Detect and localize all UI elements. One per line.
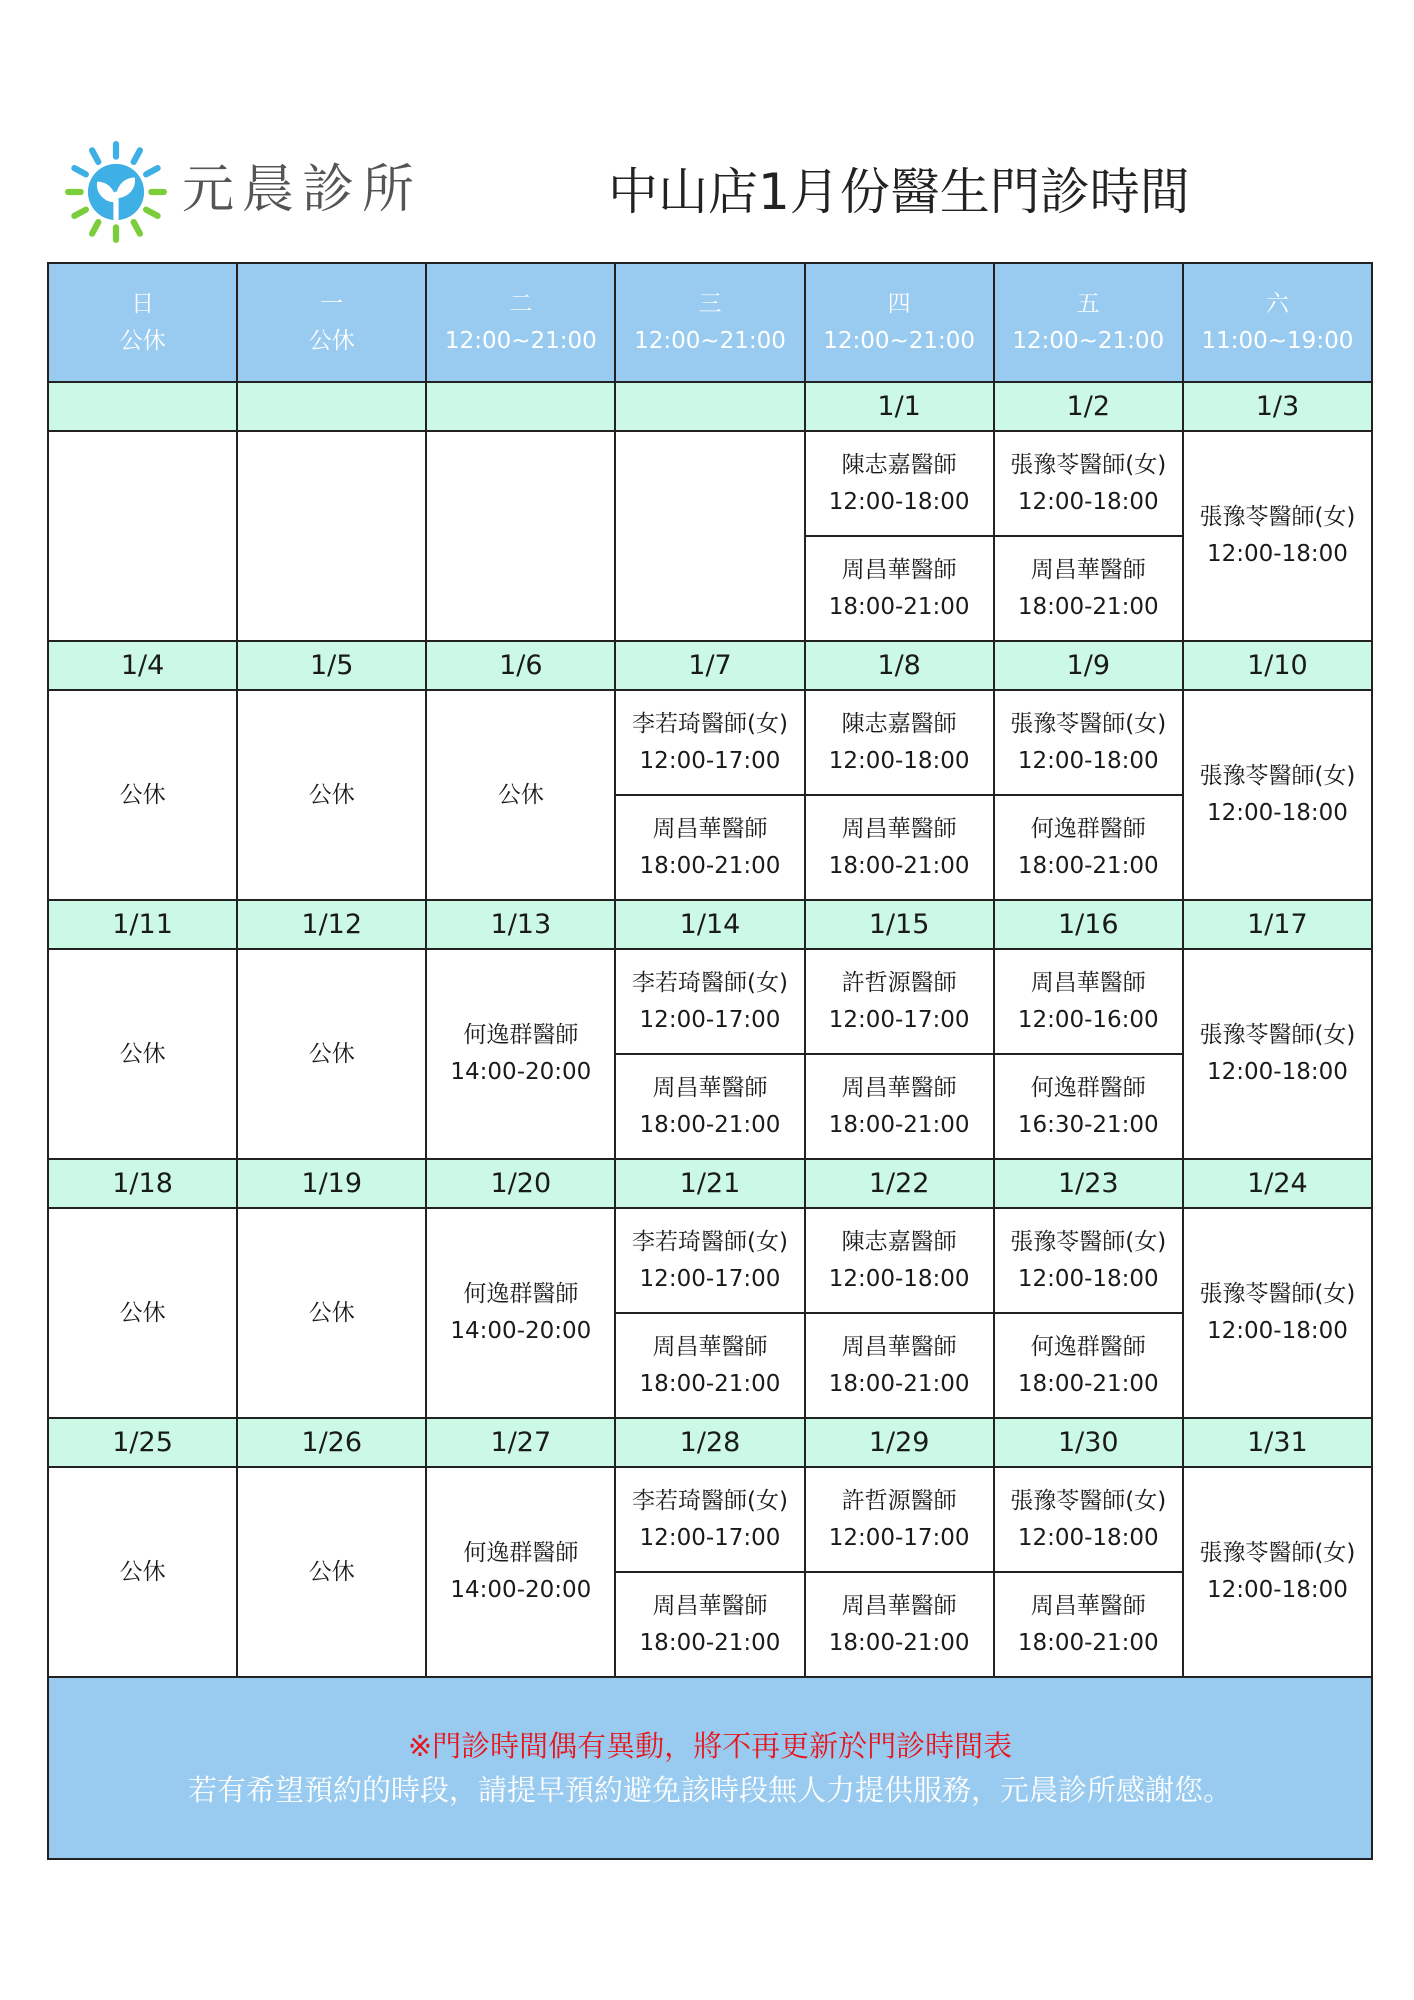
weekday-header-row: [48, 263, 1372, 382]
schedule-cell: [1183, 690, 1372, 900]
shift-time: 12:00-18:00: [1017, 747, 1159, 774]
doctor-name: 何逸群醫師: [1030, 1333, 1146, 1360]
doctor-name: 張豫苓醫師(女): [1010, 1487, 1167, 1514]
schedule-change-notice: ※門診時間偶有異動，將不再更新於門診時間表: [407, 1729, 1013, 1763]
schedule-cell: [615, 1208, 804, 1418]
doctor-name: 李若琦醫師(女): [632, 710, 788, 737]
date-cell: 1/6: [426, 641, 615, 690]
shift-stack: [806, 1209, 993, 1417]
shift-block: [806, 1055, 993, 1158]
date-cell: 1/23: [994, 1159, 1183, 1208]
date-cell: 1/25: [48, 1418, 237, 1467]
doctor-name: 周昌華醫師: [841, 815, 957, 842]
shift-time: 18:00-21:00: [828, 852, 970, 879]
schedule-cell: [615, 690, 804, 900]
schedule-cell: [48, 949, 237, 1159]
schedule-cell: [615, 1467, 804, 1677]
schedule-cell: [48, 690, 237, 900]
shift-time: 12:00-17:00: [639, 1006, 781, 1033]
shift-time: 12:00-18:00: [1206, 1577, 1348, 1603]
schedule-cell: [1183, 1208, 1372, 1418]
schedule-cell: [237, 431, 426, 641]
doctor-name: 陳志嘉醫師: [841, 710, 957, 737]
shift-time: 12:00-16:00: [1017, 1006, 1159, 1033]
shift-time: 18:00-21:00: [639, 1370, 781, 1397]
schedule-cell: [805, 690, 994, 900]
doctor-name: 周昌華醫師: [841, 1592, 957, 1619]
date-cell: 1/31: [1183, 1418, 1372, 1467]
doctor-name: 周昌華醫師: [652, 815, 768, 842]
date-cell: 1/12: [237, 900, 426, 949]
doctor-name: 李若琦醫師(女): [632, 1487, 788, 1514]
shift-time: 12:00-18:00: [1206, 1318, 1348, 1344]
page-title: 中山店1月份醫生門診時間: [608, 163, 1190, 221]
date-cell: 1/22: [805, 1159, 994, 1208]
schedule-cell: [805, 1208, 994, 1418]
shift-time: 12:00-17:00: [828, 1006, 970, 1033]
shift-block: [806, 796, 993, 899]
date-cell: 1/7: [615, 641, 804, 690]
shift-block: [995, 1209, 1182, 1314]
date-cell: 1/13: [426, 900, 615, 949]
shift-time: 18:00-21:00: [639, 852, 781, 879]
schedule-cell: [426, 1208, 615, 1418]
shift-stack: [806, 432, 993, 640]
doctor-name: 李若琦醫師(女): [632, 969, 788, 996]
doctor-name: 何逸群醫師: [463, 1540, 579, 1566]
closed-label: 公休: [119, 1040, 166, 1067]
weekday-header-sat: 六 11:00~19:00: [1183, 263, 1372, 382]
date-cell: 1/21: [615, 1159, 804, 1208]
shift-time: 12:00-18:00: [1206, 800, 1348, 826]
shift-block: [995, 796, 1182, 899]
doctor-name: 陳志嘉醫師: [841, 451, 957, 478]
doctor-name: 張豫苓醫師(女): [1199, 763, 1356, 789]
shift-block: [806, 1314, 993, 1417]
shift-stack: [995, 432, 1182, 640]
shift-block: [616, 1209, 803, 1314]
shift-time: 12:00-17:00: [828, 1524, 970, 1551]
closed-label: 公休: [119, 1299, 166, 1326]
doctor-name: 周昌華醫師: [841, 556, 957, 583]
weekday-header-wed: 三 12:00~21:00: [615, 263, 804, 382]
doctor-name: 張豫苓醫師(女): [1010, 451, 1167, 478]
date-cell: 1/9: [994, 641, 1183, 690]
schedule-row: [48, 949, 1372, 1159]
doctor-name: 周昌華醫師: [652, 1074, 768, 1101]
schedule-cell: [426, 949, 615, 1159]
date-cell: 1/14: [615, 900, 804, 949]
shift-block: [616, 950, 803, 1055]
shift-block: [806, 950, 993, 1055]
shift-block: [616, 1055, 803, 1158]
date-cell: 1/18: [48, 1159, 237, 1208]
shift-stack: [995, 1209, 1182, 1417]
schedule-cell: [237, 690, 426, 900]
shift-block: [806, 1573, 993, 1676]
footer-row: [48, 1677, 1372, 1859]
date-row: [48, 641, 1372, 690]
date-cell: 1/11: [48, 900, 237, 949]
shift-time: 18:00-21:00: [1017, 1370, 1159, 1397]
schedule-cell: [615, 949, 804, 1159]
shift-time: 18:00-21:00: [828, 1370, 970, 1397]
shift-stack: [995, 950, 1182, 1158]
shift-block: [995, 950, 1182, 1055]
schedule-cell: [1183, 431, 1372, 641]
doctor-name: 張豫苓醫師(女): [1199, 504, 1356, 530]
schedule-row: [48, 1208, 1372, 1418]
doctor-name: 周昌華醫師: [841, 1074, 957, 1101]
shift-time: 12:00-18:00: [1206, 1059, 1348, 1085]
doctor-name: 張豫苓醫師(女): [1199, 1540, 1356, 1566]
schedule-cell: [48, 1467, 237, 1677]
date-cell: 1/3: [1183, 382, 1372, 431]
footer-notice-box: [48, 1677, 1372, 1859]
date-cell: [615, 382, 804, 431]
shift-time: 16:30-21:00: [1017, 1111, 1159, 1138]
date-cell: 1/5: [237, 641, 426, 690]
schedule-cell: [237, 949, 426, 1159]
date-cell: 1/27: [426, 1418, 615, 1467]
schedule-cell: [994, 1208, 1183, 1418]
doctor-name: 張豫苓醫師(女): [1199, 1281, 1356, 1307]
date-cell: [237, 382, 426, 431]
shift-time: 18:00-21:00: [828, 1111, 970, 1138]
date-cell: [48, 382, 237, 431]
closed-label: 公休: [497, 781, 544, 808]
date-cell: 1/2: [994, 382, 1183, 431]
schedule-cell: [994, 431, 1183, 641]
shift-stack: [806, 950, 993, 1158]
doctor-name: 李若琦醫師(女): [632, 1228, 788, 1255]
shift-time: 18:00-21:00: [639, 1629, 781, 1656]
shift-time: 12:00-18:00: [1017, 1265, 1159, 1292]
date-row: [48, 1418, 1372, 1467]
closed-label: 公休: [308, 1040, 355, 1067]
shift-block: [806, 1209, 993, 1314]
shift-time: 14:00-20:00: [450, 1318, 592, 1344]
schedule-cell: [48, 1208, 237, 1418]
shift-block: [995, 1573, 1182, 1676]
closed-label: 公休: [308, 1299, 355, 1326]
shift-block: [995, 691, 1182, 796]
schedule-cell: [1183, 1467, 1372, 1677]
schedule-cell: [426, 1467, 615, 1677]
date-row: [48, 1159, 1372, 1208]
doctor-name: 何逸群醫師: [1030, 1074, 1146, 1101]
date-cell: 1/24: [1183, 1159, 1372, 1208]
date-cell: 1/17: [1183, 900, 1372, 949]
schedule-cell: [805, 431, 994, 641]
schedule-cell: [426, 431, 615, 641]
shift-time: 12:00-18:00: [828, 747, 970, 774]
doctor-name: 張豫苓醫師(女): [1010, 1228, 1167, 1255]
shift-block: [806, 432, 993, 537]
weekday-header-sun: 日 公休: [48, 263, 237, 382]
shift-block: [616, 1314, 803, 1417]
shift-time: 18:00-21:00: [828, 1629, 970, 1656]
doctor-name: 張豫苓醫師(女): [1010, 710, 1167, 737]
sun-sprout-logo-icon: [64, 140, 168, 244]
doctor-name: 何逸群醫師: [1030, 815, 1146, 842]
shift-block: [616, 796, 803, 899]
shift-stack: [995, 1468, 1182, 1676]
date-cell: 1/4: [48, 641, 237, 690]
doctor-name: 周昌華醫師: [1030, 969, 1146, 996]
date-cell: [426, 382, 615, 431]
shift-block: [995, 432, 1182, 537]
schedule-row: [48, 690, 1372, 900]
doctor-name: 許哲源醫師: [841, 969, 957, 996]
shift-block: [995, 537, 1182, 640]
shift-time: 12:00-18:00: [1017, 1524, 1159, 1551]
weekday-header-thu: 四 12:00~21:00: [805, 263, 994, 382]
shift-time: 12:00-17:00: [639, 747, 781, 774]
shift-block: [995, 1055, 1182, 1158]
date-row: [48, 900, 1372, 949]
date-cell: 1/16: [994, 900, 1183, 949]
schedule-cell: [994, 949, 1183, 1159]
schedule-row: [48, 431, 1372, 641]
date-cell: 1/8: [805, 641, 994, 690]
schedule-cell: [994, 1467, 1183, 1677]
shift-block: [806, 1468, 993, 1573]
weekday-header-fri: 五 12:00~21:00: [994, 263, 1183, 382]
doctor-name: 張豫苓醫師(女): [1199, 1022, 1356, 1048]
schedule-table: [47, 262, 1373, 1860]
date-cell: 1/1: [805, 382, 994, 431]
shift-stack: [616, 1209, 803, 1417]
doctor-name: 周昌華醫師: [1030, 1592, 1146, 1619]
shift-time: 12:00-18:00: [1017, 488, 1159, 515]
shift-block: [616, 1468, 803, 1573]
shift-stack: [995, 691, 1182, 899]
schedule-cell: [805, 1467, 994, 1677]
shift-time: 18:00-21:00: [1017, 593, 1159, 620]
schedule-row: [48, 1467, 1372, 1677]
closed-label: 公休: [308, 1558, 355, 1585]
shift-stack: [806, 691, 993, 899]
shift-time: 18:00-21:00: [1017, 1629, 1159, 1656]
doctor-name: 何逸群醫師: [463, 1022, 579, 1048]
date-cell: 1/20: [426, 1159, 615, 1208]
shift-time: 12:00-17:00: [639, 1524, 781, 1551]
shift-stack: [616, 950, 803, 1158]
shift-block: [806, 537, 993, 640]
date-cell: 1/30: [994, 1418, 1183, 1467]
doctor-name: 陳志嘉醫師: [841, 1228, 957, 1255]
closed-label: 公休: [308, 781, 355, 808]
date-row: [48, 382, 1372, 431]
clinic-name: 元晨診所: [182, 160, 423, 220]
schedule-cell: [615, 431, 804, 641]
date-cell: 1/28: [615, 1418, 804, 1467]
shift-time: 14:00-20:00: [450, 1577, 592, 1603]
shift-stack: [616, 1468, 803, 1676]
weekday-header-mon: 一 公休: [237, 263, 426, 382]
schedule-cell: [1183, 949, 1372, 1159]
schedule-cell: [994, 690, 1183, 900]
date-cell: 1/29: [805, 1418, 994, 1467]
date-cell: 1/15: [805, 900, 994, 949]
shift-stack: [806, 1468, 993, 1676]
shift-block: [616, 1573, 803, 1676]
date-cell: 1/19: [237, 1159, 426, 1208]
schedule-cell: [426, 690, 615, 900]
schedule-cell: [805, 949, 994, 1159]
shift-block: [995, 1314, 1182, 1417]
shift-time: 12:00-18:00: [828, 1265, 970, 1292]
shift-block: [806, 691, 993, 796]
closed-label: 公休: [119, 781, 166, 808]
schedule-cell: [237, 1467, 426, 1677]
doctor-name: 何逸群醫師: [463, 1281, 579, 1307]
closed-label: 公休: [119, 1558, 166, 1585]
doctor-name: 許哲源醫師: [841, 1487, 957, 1514]
date-cell: 1/26: [237, 1418, 426, 1467]
shift-time: 12:00-18:00: [828, 488, 970, 515]
doctor-name: 周昌華醫師: [841, 1333, 957, 1360]
booking-thanks-note: 若有希望預約的時段，請提早預約避免該時段無人力提供服務，元晨診所感謝您。: [187, 1773, 1232, 1807]
schedule-cell: [237, 1208, 426, 1418]
shift-block: [616, 691, 803, 796]
shift-time: 18:00-21:00: [1017, 852, 1159, 879]
shift-time: 14:00-20:00: [450, 1059, 592, 1085]
doctor-name: 周昌華醫師: [652, 1592, 768, 1619]
date-cell: 1/10: [1183, 641, 1372, 690]
shift-time: 12:00-17:00: [639, 1265, 781, 1292]
shift-time: 18:00-21:00: [639, 1111, 781, 1138]
shift-block: [995, 1468, 1182, 1573]
schedule-cell: [48, 431, 237, 641]
doctor-name: 周昌華醫師: [652, 1333, 768, 1360]
shift-time: 12:00-18:00: [1206, 541, 1348, 567]
shift-stack: [616, 691, 803, 899]
shift-time: 18:00-21:00: [828, 593, 970, 620]
weekday-header-tue: 二 12:00~21:00: [426, 263, 615, 382]
doctor-name: 周昌華醫師: [1030, 556, 1146, 583]
